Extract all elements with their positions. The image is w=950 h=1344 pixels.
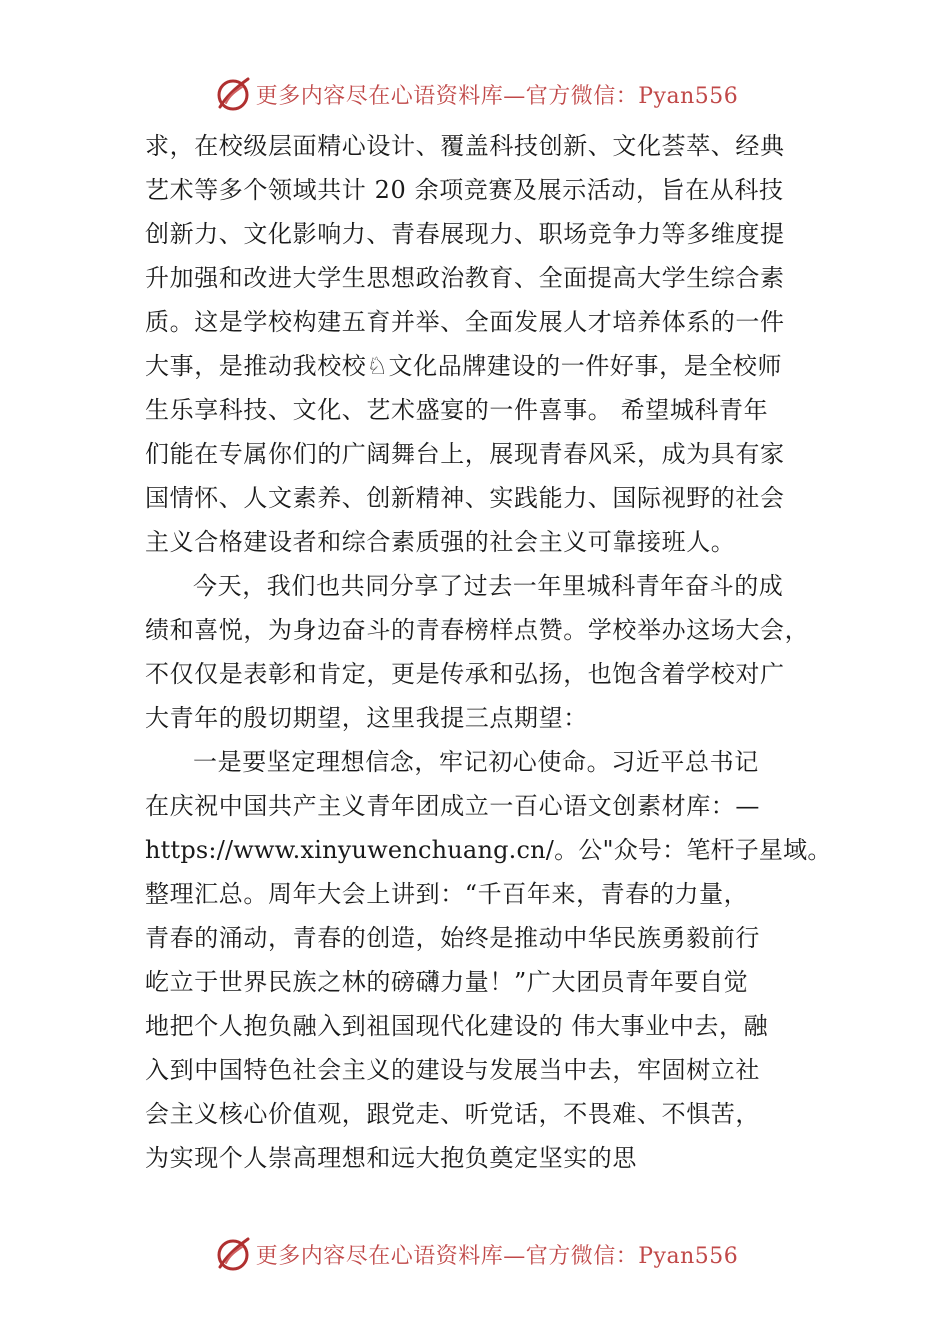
text-line: 大青年的殷切期望，这里我提三点期望： (145, 704, 588, 732)
document-body (145, 124, 832, 1180)
text-line: 国情怀、人文素养、创新精神、实践能力、国际视野的社会 (145, 484, 785, 512)
footer-banner (0, 1230, 950, 1278)
text-line: 青春的涌动，青春的创造，始终是推动中华民族勇毅前行 (145, 924, 760, 952)
header-banner (0, 70, 950, 118)
text-line: 在庆祝中国共产主义青年团成立一百心语文创素材库：— (145, 792, 760, 820)
text-line: 生乐享科技、文化、艺术盛宴的一件喜事。 希望城科青年 (145, 396, 769, 424)
text-line: 整理汇总。周年大会上讲到：“千百年来，青春的力量， (145, 880, 749, 908)
text-line: 大事，是推动我校校♘文化品牌建设的一件好事，是全校师 (145, 352, 783, 380)
text-line: 艺术等多个领域共计 20 余项竞赛及展示活动，旨在从科技 (145, 176, 784, 204)
text-line: 升加强和改进大学生思想政治教育、全面提高大学生综合素 (145, 264, 785, 292)
text-line: https://www.xinyuwenchuang.cn/。公"众号：笔杆子星域。 (145, 836, 832, 864)
text-line: 入到中国特色社会主义的建设与发展当中去，牢固树立社 (145, 1056, 760, 1084)
text-line: 绩和喜悦，为身边奋斗的青春榜样点赞。学校举办这场大会， (145, 616, 810, 644)
text-line: 质。这是学校构建五育并举、全面发展人才培养体系的一件 (145, 308, 785, 336)
text-line: 地把个人抱负融入到祖国现代化建设的 伟大事业中去，融 (145, 1012, 769, 1040)
text-line: 为实现个人崇高理想和远大抱负奠定坚实的思 (145, 1144, 637, 1172)
paragraph-start-line: 一是要坚定理想信念，牢记初心使命。习近平总书记 (193, 748, 759, 776)
header-banner-text: 更多内容尽在心语资料库—官方微信：Pyan556 (255, 83, 739, 109)
footer-banner-text: 更多内容尽在心语资料库—官方微信：Pyan556 (255, 1243, 739, 1269)
text-line: 求，在校级层面精心设计、覆盖科技创新、文化荟萃、经典 (145, 132, 785, 160)
text-line: 主义合格建设者和综合素质强的社会主义可靠接班人。 (145, 528, 736, 556)
text-line: 屹立于世界民族之林的磅礴力量！”广大团员青年要自觉 (145, 968, 749, 996)
brush-logo-icon (212, 1233, 254, 1275)
brush-logo-icon (212, 73, 254, 115)
paragraph-start-line: 今天，我们也共同分享了过去一年里城科青年奋斗的成 (193, 572, 784, 600)
text-line: 会主义核心价值观，跟党走、听党话，不畏难、不惧苦， (145, 1100, 760, 1128)
text-line: 创新力、文化影响力、青春展现力、职场竞争力等多维度提 (145, 220, 785, 248)
text-line: 们能在专属你们的广阔舞台上，展现青春风采，成为具有家 (145, 440, 785, 468)
text-line: 不仅仅是表彰和肯定，更是传承和弘扬，也饱含着学校对广 (145, 660, 785, 688)
